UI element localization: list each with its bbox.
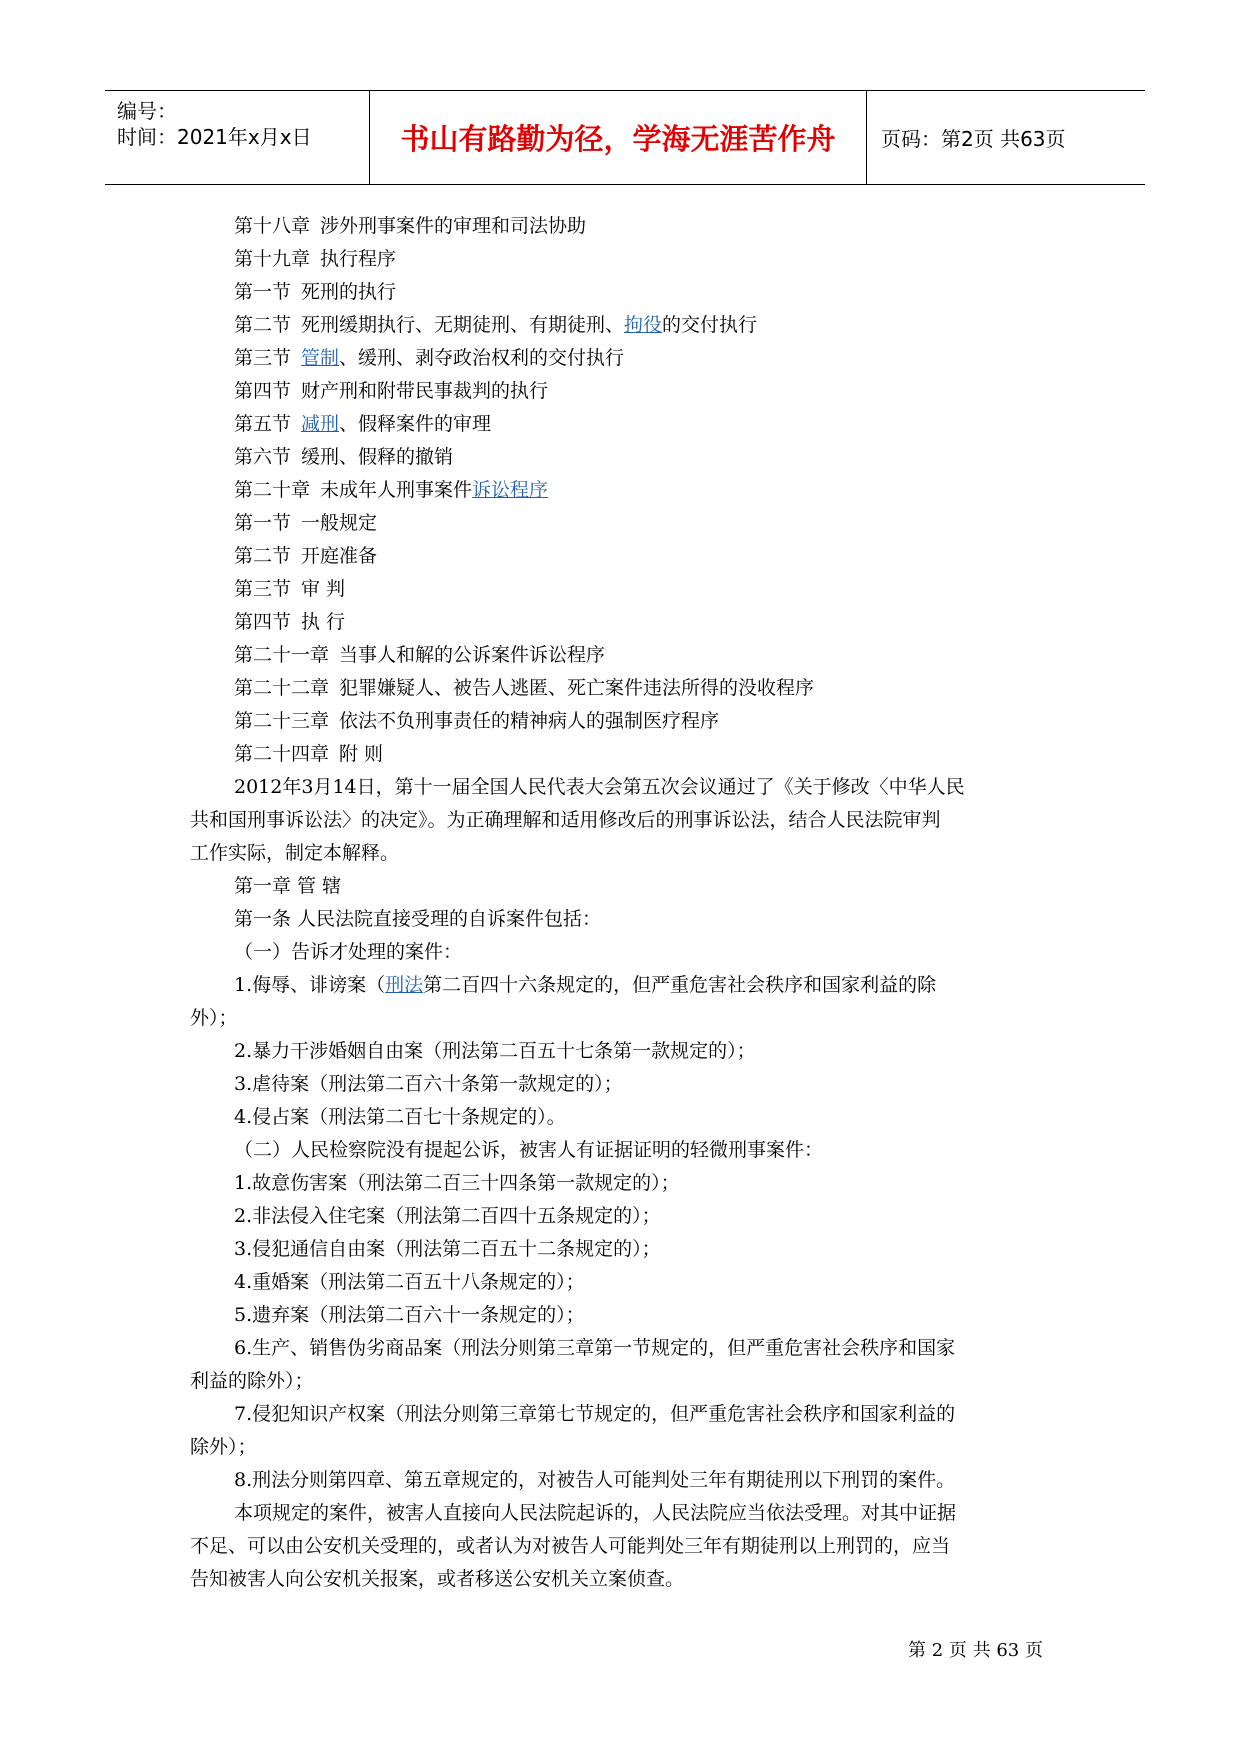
list-item-cont: 利益的除外）； xyxy=(190,1370,314,1392)
closing-line: 本项规定的案件，被害人直接向人民法院起诉的，人民法院应当依法受理。对其中证据 xyxy=(234,1502,957,1524)
list-item: 7.侵犯知识产权案（刑法分则第三章第七节规定的，但严重危害社会秩序和国家利益的 xyxy=(234,1403,956,1425)
list-item: 4.侵占案（刑法第二百七十条规定的）。 xyxy=(234,1106,566,1128)
document-number-label: 编号： xyxy=(117,99,177,123)
toc-line: 第五节 减刑、假释案件的审理 xyxy=(234,413,492,435)
link-jianxing[interactable]: 减刑 xyxy=(301,413,340,435)
toc-line: 第十八章 涉外刑事案件的审理和司法协助 xyxy=(234,215,587,237)
link-xingfa[interactable]: 刑法 xyxy=(385,974,424,996)
list-item: 6.生产、销售伪劣商品案（刑法分则第三章第一节规定的，但严重危害社会秩序和国家 xyxy=(234,1337,956,1359)
toc-line: 第六节 缓刑、假释的撤销 xyxy=(234,446,454,468)
toc-line: 第二节 死刑缓期执行、无期徒刑、有期徒刑、拘役的交付执行 xyxy=(234,314,758,336)
intro-line: 共和国刑事诉讼法〉的决定》。为正确理解和适用修改后的刑事诉讼法，结合人民法院审判 xyxy=(190,809,941,831)
header-page-label: 页码：第2页 共63页 xyxy=(881,127,1066,151)
header-meta xyxy=(105,91,370,184)
list-item-cont: 除外）； xyxy=(190,1436,257,1458)
toc-line: 第二十一章 当事人和解的公诉案件诉讼程序 xyxy=(234,644,606,666)
toc-line: 第二十二章 犯罪嫌疑人、被告人逃匿、死亡案件违法所得的没收程序 xyxy=(234,677,815,699)
list-item: 2.非法侵入住宅案（刑法第二百四十五条规定的）； xyxy=(234,1205,661,1227)
intro-line: 2012年3月14日，第十一届全国人民代表大会第五次会议通过了《关于修改〈中华人民 xyxy=(234,776,965,798)
toc-line: 第二十三章 依法不负刑事责任的精神病人的强制医疗程序 xyxy=(234,710,720,732)
toc-line: 第四节 执 行 xyxy=(234,611,346,633)
list-item: 4.重婚案（刑法第二百五十八条规定的）； xyxy=(234,1271,585,1293)
item-heading: （一）告诉才处理的案件： xyxy=(234,941,463,963)
toc-line: 第十九章 执行程序 xyxy=(234,248,397,270)
list-item: 5.遗弃案（刑法第二百六十一条规定的）； xyxy=(234,1304,585,1326)
list-item: 2.暴力干涉婚姻自由案（刑法第二百五十七条第一款规定的）； xyxy=(234,1040,756,1062)
list-item: 8.刑法分则第四章、第五章规定的，对被告人可能判处三年有期徒刑以下刑罚的案件。 xyxy=(234,1469,956,1491)
toc-line: 第三节 管制、缓刑、剥夺政治权利的交付执行 xyxy=(234,347,625,369)
header-motto: 书山有路勤为径，学海无涯苦作舟 xyxy=(370,91,867,184)
list-item: 1.故意伤害案（刑法第二百三十四条第一款规定的）； xyxy=(234,1172,680,1194)
article-heading: 第一条 人民法院直接受理的自诉案件包括： xyxy=(234,908,602,930)
closing-line: 不足、可以由公安机关受理的，或者认为对被告人可能判处三年有期徒刑以上刑罚的，应当 xyxy=(190,1535,951,1557)
list-item: 1.侮辱、诽谤案（刑法第二百四十六条规定的，但严重危害社会秩序和国家利益的除 xyxy=(234,974,937,996)
item-heading: （二）人民检察院没有提起公诉，被害人有证据证明的轻微刑事案件： xyxy=(234,1139,824,1161)
document-body xyxy=(190,210,1060,1596)
toc-line: 第四节 财产刑和附带民事裁判的执行 xyxy=(234,380,549,402)
toc-line: 第一节 一般规定 xyxy=(234,512,378,534)
list-item-cont: 外）； xyxy=(190,1007,238,1029)
toc-line: 第二十四章 附 则 xyxy=(234,743,384,765)
page-footer: 第 2 页 共 63 页 xyxy=(908,1640,1043,1661)
closing-line: 告知被害人向公安机关报案，或者移送公安机关立案侦查。 xyxy=(190,1568,685,1590)
link-juyi[interactable]: 拘役 xyxy=(624,314,663,336)
chapter-heading: 第一章 管 辖 xyxy=(234,875,342,897)
toc-line: 第一节 死刑的执行 xyxy=(234,281,397,303)
intro-line: 工作实际，制定本解释。 xyxy=(190,842,400,864)
list-item: 3.虐待案（刑法第二百六十条第一款规定的）； xyxy=(234,1073,623,1095)
toc-line: 第三节 审 判 xyxy=(234,578,346,600)
list-item: 3.侵犯通信自由案（刑法第二百五十二条规定的）； xyxy=(234,1238,661,1260)
link-susong-chengxu[interactable]: 诉讼程序 xyxy=(472,479,549,501)
document-time-label: 时间：2021年x月x日 xyxy=(117,125,312,149)
page-header xyxy=(105,90,1145,185)
toc-line: 第二十章 未成年人刑事案件诉讼程序 xyxy=(234,479,549,501)
link-guanzhi[interactable]: 管制 xyxy=(301,347,340,369)
toc-line: 第二节 开庭准备 xyxy=(234,545,378,567)
